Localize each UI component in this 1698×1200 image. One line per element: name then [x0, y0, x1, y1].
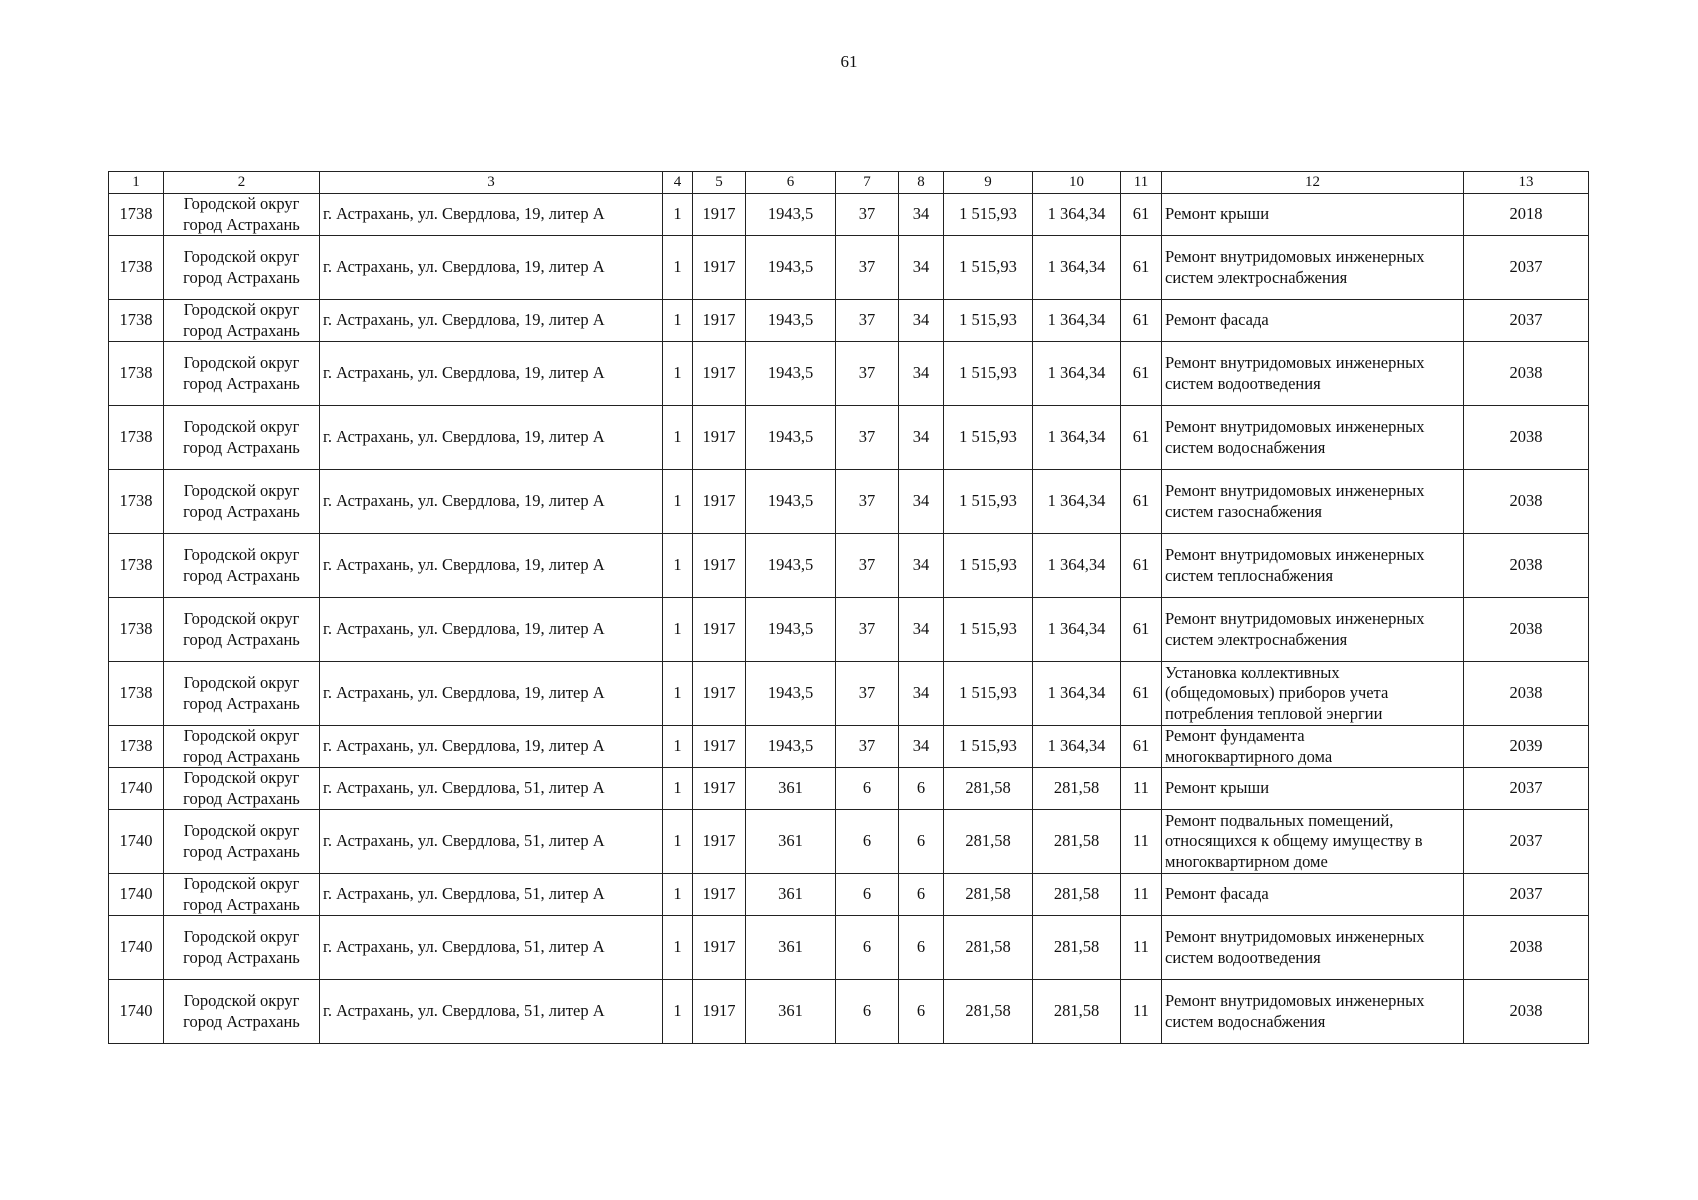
cell-year: 1917	[693, 342, 746, 406]
cell-col-6: 361	[746, 874, 836, 916]
cell-work-type-line: (общедомовых) приборов учета	[1165, 683, 1389, 703]
cell-col-9: 1 515,93	[944, 470, 1033, 534]
cell-col-8: 34	[899, 598, 944, 662]
cell-year: 1917	[693, 236, 746, 300]
cell-col-6: 1943,5	[746, 662, 836, 726]
column-header-11: 11	[1121, 172, 1162, 194]
cell-col-7: 37	[836, 406, 899, 470]
cell-col-8: 6	[899, 768, 944, 810]
cell-municipality-line: город Астрахань	[183, 214, 300, 234]
cell-col-11: 61	[1121, 236, 1162, 300]
cell-col-8: 34	[899, 406, 944, 470]
cell-address: г. Астрахань, ул. Свердлова, 19, литер А	[320, 470, 663, 534]
cell-work-type	[1162, 194, 1464, 236]
cell-year: 1917	[693, 916, 746, 980]
cell-municipality-line: Городской округ	[183, 353, 300, 373]
cell-municipality	[164, 980, 320, 1044]
cell-municipality	[164, 470, 320, 534]
cell-municipality-line: город Астрахань	[183, 788, 300, 808]
table-row	[109, 342, 1589, 406]
cell-municipality-line: Городской округ	[183, 300, 300, 320]
cell-municipality-line: город Астрахань	[183, 437, 300, 457]
cell-municipality-line: город Астрахань	[183, 693, 300, 713]
column-header-6: 6	[746, 172, 836, 194]
cell-work-type	[1162, 598, 1464, 662]
cell-col-9: 281,58	[944, 916, 1033, 980]
cell-col-8: 6	[899, 916, 944, 980]
table-row	[109, 662, 1589, 726]
cell-year: 1917	[693, 300, 746, 342]
cell-planned-year: 2038	[1464, 470, 1589, 534]
cell-col-9: 1 515,93	[944, 534, 1033, 598]
cell-col-11: 61	[1121, 406, 1162, 470]
cell-col-10: 281,58	[1033, 980, 1121, 1044]
cell-col-6: 1943,5	[746, 470, 836, 534]
cell-col-9: 281,58	[944, 768, 1033, 810]
cell-record-number: 1738	[109, 194, 164, 236]
cell-municipality	[164, 662, 320, 726]
cell-record-number: 1740	[109, 980, 164, 1044]
cell-work-type-line: Ремонт фасада	[1165, 884, 1269, 904]
cell-col-8: 34	[899, 194, 944, 236]
cell-municipality-line: город Астрахань	[183, 629, 300, 649]
cell-year: 1917	[693, 662, 746, 726]
cell-col-10: 1 364,34	[1033, 194, 1121, 236]
column-header-1: 1	[109, 172, 164, 194]
cell-municipality-line: город Астрахань	[183, 267, 300, 287]
cell-municipality-line: Городской округ	[183, 673, 300, 693]
cell-planned-year: 2037	[1464, 810, 1589, 874]
cell-col-4: 1	[663, 874, 693, 916]
cell-municipality-line: Городской округ	[183, 768, 300, 788]
cell-col-4: 1	[663, 662, 693, 726]
cell-col-10: 281,58	[1033, 874, 1121, 916]
cell-planned-year: 2039	[1464, 726, 1589, 768]
cell-municipality	[164, 598, 320, 662]
cell-municipality	[164, 300, 320, 342]
cell-planned-year: 2038	[1464, 916, 1589, 980]
cell-work-type-line: систем водоснабжения	[1165, 1011, 1326, 1031]
cell-planned-year: 2037	[1464, 236, 1589, 300]
cell-col-11: 61	[1121, 194, 1162, 236]
cell-col-11: 11	[1121, 980, 1162, 1044]
cell-col-9: 1 515,93	[944, 662, 1033, 726]
cell-work-type	[1162, 470, 1464, 534]
cell-municipality-line: Городской округ	[183, 821, 300, 841]
table-row	[109, 916, 1589, 980]
cell-col-7: 37	[836, 194, 899, 236]
cell-col-8: 34	[899, 470, 944, 534]
cell-year: 1917	[693, 980, 746, 1044]
cell-municipality-line: город Астрахань	[183, 1011, 300, 1031]
cell-col-4: 1	[663, 598, 693, 662]
cell-municipality-line: Городской округ	[183, 194, 300, 214]
cell-address: г. Астрахань, ул. Свердлова, 51, литер А	[320, 810, 663, 874]
cell-municipality	[164, 916, 320, 980]
cell-col-8: 34	[899, 534, 944, 598]
cell-work-type	[1162, 300, 1464, 342]
cell-col-9: 1 515,93	[944, 300, 1033, 342]
cell-col-7: 37	[836, 726, 899, 768]
cell-municipality	[164, 534, 320, 598]
cell-planned-year: 2038	[1464, 980, 1589, 1044]
cell-col-11: 61	[1121, 342, 1162, 406]
cell-work-type-line: относящихся к общему имуществу в	[1165, 831, 1423, 851]
cell-planned-year: 2018	[1464, 194, 1589, 236]
cell-work-type	[1162, 406, 1464, 470]
cell-work-type-line: Ремонт внутридомовых инженерных	[1165, 609, 1425, 629]
cell-col-9: 1 515,93	[944, 236, 1033, 300]
cell-col-11: 61	[1121, 598, 1162, 662]
cell-col-10: 1 364,34	[1033, 598, 1121, 662]
cell-record-number: 1738	[109, 598, 164, 662]
cell-col-8: 6	[899, 810, 944, 874]
cell-work-type-line: систем водоотведения	[1165, 373, 1321, 393]
cell-col-10: 1 364,34	[1033, 236, 1121, 300]
cell-work-type	[1162, 810, 1464, 874]
cell-address: г. Астрахань, ул. Свердлова, 19, литер А	[320, 726, 663, 768]
cell-col-11: 61	[1121, 726, 1162, 768]
cell-record-number: 1740	[109, 916, 164, 980]
cell-col-6: 361	[746, 768, 836, 810]
cell-planned-year: 2037	[1464, 874, 1589, 916]
cell-record-number: 1738	[109, 470, 164, 534]
cell-year: 1917	[693, 598, 746, 662]
cell-planned-year: 2038	[1464, 342, 1589, 406]
cell-municipality	[164, 810, 320, 874]
cell-col-6: 361	[746, 980, 836, 1044]
cell-col-8: 34	[899, 342, 944, 406]
cell-work-type-line: систем электроснабжения	[1165, 267, 1348, 287]
table-row	[109, 768, 1589, 810]
cell-col-4: 1	[663, 916, 693, 980]
cell-col-9: 1 515,93	[944, 726, 1033, 768]
column-header-5: 5	[693, 172, 746, 194]
cell-year: 1917	[693, 406, 746, 470]
table-row	[109, 980, 1589, 1044]
table-row	[109, 598, 1589, 662]
cell-record-number: 1738	[109, 534, 164, 598]
cell-address: г. Астрахань, ул. Свердлова, 19, литер А	[320, 300, 663, 342]
cell-work-type	[1162, 874, 1464, 916]
cell-col-9: 281,58	[944, 980, 1033, 1044]
cell-col-7: 37	[836, 342, 899, 406]
cell-col-8: 34	[899, 726, 944, 768]
cell-col-6: 1943,5	[746, 342, 836, 406]
cell-col-4: 1	[663, 470, 693, 534]
cell-municipality-line: Городской округ	[183, 417, 300, 437]
column-header-8: 8	[899, 172, 944, 194]
cell-col-8: 34	[899, 662, 944, 726]
cell-municipality	[164, 726, 320, 768]
cell-work-type-line: Ремонт фундамента	[1165, 726, 1305, 746]
cell-col-8: 6	[899, 980, 944, 1044]
cell-work-type-line: Ремонт внутридомовых инженерных	[1165, 991, 1425, 1011]
cell-address: г. Астрахань, ул. Свердлова, 51, литер А	[320, 916, 663, 980]
cell-municipality	[164, 236, 320, 300]
cell-work-type-line: систем электроснабжения	[1165, 629, 1348, 649]
cell-record-number: 1738	[109, 662, 164, 726]
cell-work-type-line: Ремонт крыши	[1165, 778, 1270, 798]
cell-municipality-line: город Астрахань	[183, 501, 300, 521]
cell-col-10: 1 364,34	[1033, 534, 1121, 598]
cell-work-type-line: Ремонт внутридомовых инженерных	[1165, 481, 1425, 501]
table-row	[109, 406, 1589, 470]
cell-municipality-line: город Астрахань	[183, 841, 300, 861]
cell-col-6: 361	[746, 916, 836, 980]
cell-col-11: 11	[1121, 768, 1162, 810]
cell-municipality-line: Городской округ	[183, 481, 300, 501]
cell-work-type	[1162, 662, 1464, 726]
column-header-4: 4	[663, 172, 693, 194]
cell-work-type	[1162, 916, 1464, 980]
cell-work-type-line: Ремонт внутридомовых инженерных	[1165, 353, 1425, 373]
cell-col-7: 6	[836, 810, 899, 874]
table-row	[109, 236, 1589, 300]
cell-municipality-line: Городской округ	[183, 545, 300, 565]
cell-col-9: 281,58	[944, 874, 1033, 916]
cell-col-6: 1943,5	[746, 236, 836, 300]
cell-year: 1917	[693, 534, 746, 598]
cell-work-type-line: многоквартирном доме	[1165, 851, 1328, 871]
cell-col-9: 1 515,93	[944, 194, 1033, 236]
cell-col-11: 11	[1121, 874, 1162, 916]
cell-planned-year: 2038	[1464, 598, 1589, 662]
column-header-3: 3	[320, 172, 663, 194]
cell-col-6: 1943,5	[746, 194, 836, 236]
cell-col-7: 37	[836, 598, 899, 662]
cell-col-4: 1	[663, 534, 693, 598]
cell-year: 1917	[693, 874, 746, 916]
cell-municipality-line: Городской округ	[183, 726, 300, 746]
cell-col-4: 1	[663, 768, 693, 810]
cell-municipality-line: город Астрахань	[183, 746, 300, 766]
cell-col-11: 61	[1121, 662, 1162, 726]
cell-municipality	[164, 342, 320, 406]
cell-address: г. Астрахань, ул. Свердлова, 19, литер А	[320, 342, 663, 406]
cell-col-8: 34	[899, 300, 944, 342]
cell-municipality-line: Городской округ	[183, 609, 300, 629]
cell-col-11: 61	[1121, 534, 1162, 598]
cell-address: г. Астрахань, ул. Свердлова, 19, литер А	[320, 662, 663, 726]
cell-work-type-line: систем газоснабжения	[1165, 501, 1322, 521]
cell-col-6: 1943,5	[746, 726, 836, 768]
cell-col-7: 37	[836, 662, 899, 726]
cell-planned-year: 2037	[1464, 300, 1589, 342]
cell-address: г. Астрахань, ул. Свердлова, 19, литер А	[320, 236, 663, 300]
cell-year: 1917	[693, 726, 746, 768]
cell-address: г. Астрахань, ул. Свердлова, 19, литер А	[320, 598, 663, 662]
cell-col-10: 281,58	[1033, 768, 1121, 810]
column-header-7: 7	[836, 172, 899, 194]
cell-col-10: 1 364,34	[1033, 406, 1121, 470]
cell-work-type	[1162, 726, 1464, 768]
cell-col-7: 6	[836, 980, 899, 1044]
cell-col-10: 281,58	[1033, 916, 1121, 980]
cell-col-6: 1943,5	[746, 534, 836, 598]
cell-col-11: 61	[1121, 300, 1162, 342]
cell-municipality-line: Городской округ	[183, 927, 300, 947]
cell-work-type-line: Ремонт подвальных помещений,	[1165, 811, 1394, 831]
table-row	[109, 810, 1589, 874]
cell-work-type-line: Ремонт внутридомовых инженерных	[1165, 545, 1425, 565]
cell-col-10: 1 364,34	[1033, 470, 1121, 534]
cell-record-number: 1738	[109, 342, 164, 406]
cell-address: г. Астрахань, ул. Свердлова, 51, литер А	[320, 980, 663, 1044]
cell-record-number: 1738	[109, 236, 164, 300]
cell-planned-year: 2038	[1464, 534, 1589, 598]
cell-col-7: 37	[836, 470, 899, 534]
table-header	[109, 172, 1589, 194]
cell-municipality-line: Городской округ	[183, 874, 300, 894]
cell-record-number: 1738	[109, 726, 164, 768]
page-number: 61	[840, 52, 858, 71]
cell-municipality-line: город Астрахань	[183, 894, 300, 914]
cell-work-type	[1162, 768, 1464, 810]
cell-col-4: 1	[663, 726, 693, 768]
cell-work-type	[1162, 534, 1464, 598]
cell-work-type-line: Ремонт фасада	[1165, 310, 1269, 330]
cell-planned-year: 2038	[1464, 662, 1589, 726]
cell-col-4: 1	[663, 342, 693, 406]
cell-work-type-line: Ремонт внутридомовых инженерных	[1165, 247, 1425, 267]
cell-col-11: 11	[1121, 810, 1162, 874]
cell-work-type-line: многоквартирного дома	[1165, 746, 1333, 766]
cell-col-9: 1 515,93	[944, 406, 1033, 470]
column-header-13: 13	[1464, 172, 1589, 194]
cell-work-type-line: Установка коллективных	[1165, 663, 1340, 683]
cell-col-9: 1 515,93	[944, 598, 1033, 662]
cell-col-11: 61	[1121, 470, 1162, 534]
cell-work-type-line: систем водоотведения	[1165, 947, 1321, 967]
cell-col-10: 1 364,34	[1033, 662, 1121, 726]
column-header-10: 10	[1033, 172, 1121, 194]
cell-col-7: 6	[836, 874, 899, 916]
cell-work-type-line: систем водоснабжения	[1165, 437, 1326, 457]
cell-col-6: 1943,5	[746, 406, 836, 470]
cell-record-number: 1740	[109, 874, 164, 916]
cell-municipality	[164, 768, 320, 810]
cell-col-8: 34	[899, 236, 944, 300]
cell-col-6: 1943,5	[746, 300, 836, 342]
cell-work-type-line: Ремонт крыши	[1165, 204, 1270, 224]
cell-year: 1917	[693, 768, 746, 810]
cell-address: г. Астрахань, ул. Свердлова, 51, литер А	[320, 874, 663, 916]
cell-address: г. Астрахань, ул. Свердлова, 51, литер А	[320, 768, 663, 810]
cell-col-10: 1 364,34	[1033, 342, 1121, 406]
cell-col-10: 1 364,34	[1033, 300, 1121, 342]
table-body	[109, 194, 1589, 1044]
column-header-9: 9	[944, 172, 1033, 194]
repair-schedule-table	[108, 171, 1589, 1044]
cell-col-9: 1 515,93	[944, 342, 1033, 406]
cell-record-number: 1740	[109, 810, 164, 874]
column-header-2: 2	[164, 172, 320, 194]
cell-col-10: 1 364,34	[1033, 726, 1121, 768]
cell-col-8: 6	[899, 874, 944, 916]
table-row	[109, 470, 1589, 534]
cell-address: г. Астрахань, ул. Свердлова, 19, литер А	[320, 406, 663, 470]
cell-municipality-line: город Астрахань	[183, 320, 300, 340]
cell-year: 1917	[693, 810, 746, 874]
cell-col-4: 1	[663, 980, 693, 1044]
cell-planned-year: 2038	[1464, 406, 1589, 470]
cell-address: г. Астрахань, ул. Свердлова, 19, литер А	[320, 534, 663, 598]
cell-work-type	[1162, 236, 1464, 300]
cell-municipality-line: город Астрахань	[183, 947, 300, 967]
cell-col-4: 1	[663, 406, 693, 470]
cell-col-4: 1	[663, 236, 693, 300]
cell-year: 1917	[693, 194, 746, 236]
cell-col-7: 37	[836, 236, 899, 300]
table-row	[109, 534, 1589, 598]
cell-col-11: 11	[1121, 916, 1162, 980]
cell-col-7: 6	[836, 916, 899, 980]
column-header-12: 12	[1162, 172, 1464, 194]
cell-record-number: 1740	[109, 768, 164, 810]
cell-municipality-line: город Астрахань	[183, 373, 300, 393]
cell-work-type-line: потребления тепловой энергии	[1165, 703, 1383, 723]
cell-municipality	[164, 874, 320, 916]
cell-col-9: 281,58	[944, 810, 1033, 874]
cell-record-number: 1738	[109, 406, 164, 470]
table-row	[109, 874, 1589, 916]
cell-col-7: 37	[836, 300, 899, 342]
column-number-row	[109, 172, 1589, 194]
cell-work-type	[1162, 980, 1464, 1044]
cell-year: 1917	[693, 470, 746, 534]
cell-municipality	[164, 406, 320, 470]
cell-address: г. Астрахань, ул. Свердлова, 19, литер А	[320, 194, 663, 236]
cell-col-4: 1	[663, 194, 693, 236]
cell-col-7: 6	[836, 768, 899, 810]
cell-record-number: 1738	[109, 300, 164, 342]
cell-col-10: 281,58	[1033, 810, 1121, 874]
cell-col-4: 1	[663, 300, 693, 342]
cell-work-type-line: систем теплоснабжения	[1165, 565, 1334, 585]
cell-municipality-line: Городской округ	[183, 247, 300, 267]
cell-col-7: 37	[836, 534, 899, 598]
cell-work-type-line: Ремонт внутридомовых инженерных	[1165, 927, 1425, 947]
cell-municipality	[164, 194, 320, 236]
cell-municipality-line: Городской округ	[183, 991, 300, 1011]
table-row	[109, 300, 1589, 342]
cell-col-4: 1	[663, 810, 693, 874]
cell-work-type	[1162, 342, 1464, 406]
cell-planned-year: 2037	[1464, 768, 1589, 810]
cell-col-6: 1943,5	[746, 598, 836, 662]
cell-work-type-line: Ремонт внутридомовых инженерных	[1165, 417, 1425, 437]
cell-col-6: 361	[746, 810, 836, 874]
table-row	[109, 726, 1589, 768]
cell-municipality-line: город Астрахань	[183, 565, 300, 585]
table-row	[109, 194, 1589, 236]
